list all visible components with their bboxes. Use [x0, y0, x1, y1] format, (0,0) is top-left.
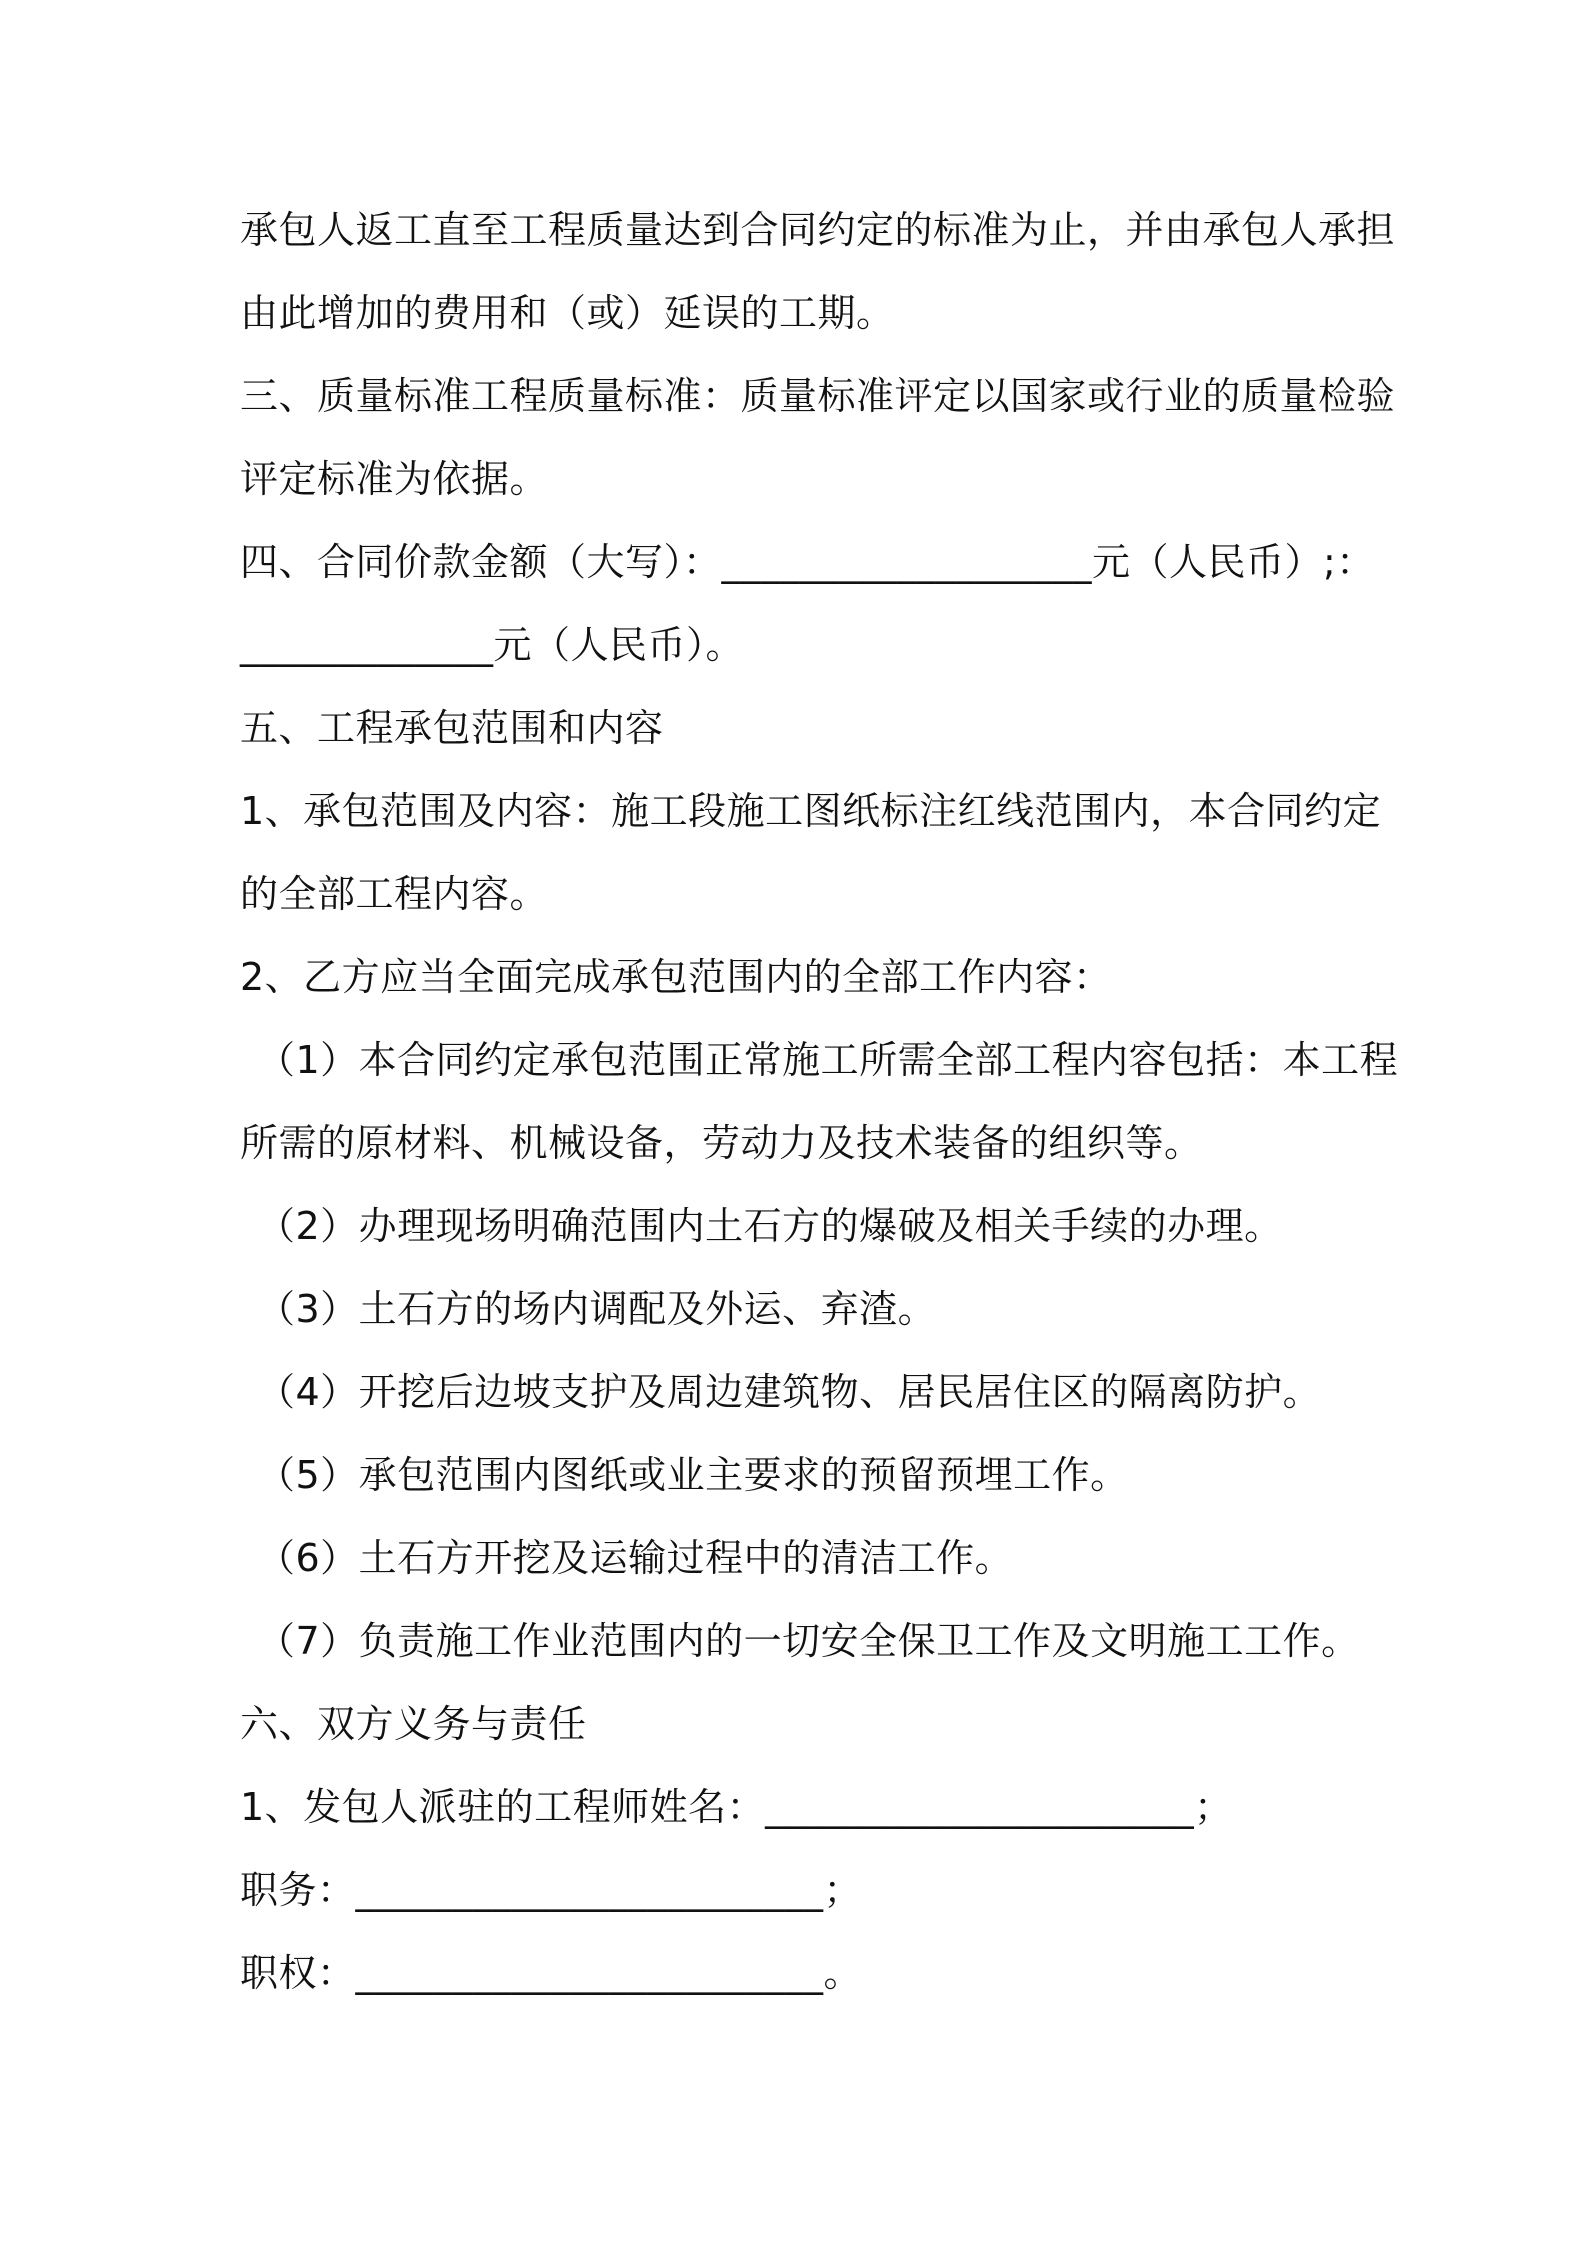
text-line: 的全部工程内容。: [240, 872, 549, 916]
text-line: _____________元（人民币）。: [240, 623, 745, 667]
text-line: 由此增加的费用和（或）延误的工期。: [240, 291, 895, 335]
text-line: 承包人返工直至工程质量达到合同约定的标准为止，并由承包人承担: [240, 208, 1396, 252]
sub-list-item: （4）开挖后边坡支护及周边建筑物、居民居住区的隔离防护。: [257, 1370, 1322, 1414]
section-heading-price: 四、合同价款金额（大写）：___________________元（人民币）;：: [240, 540, 1375, 584]
sub-list-item: （7）负责施工作业范围内的一切安全保卫工作及文明施工工作。: [257, 1619, 1360, 1663]
sub-list-item: （6）土石方开挖及运输过程中的清洁工作。: [257, 1536, 1014, 1580]
text-line: 评定标准为依据。: [240, 457, 549, 501]
sub-list-item: （5）承包范围内图纸或业主要求的预留预埋工作。: [257, 1453, 1129, 1497]
sub-list-item: （3）土石方的场内调配及外运、弃渣。: [257, 1287, 937, 1331]
sub-list-item: （2）办理现场明确范围内土石方的爆破及相关手续的办理。: [257, 1204, 1283, 1248]
text-line: 职务：________________________；: [240, 1868, 863, 1912]
text-line: 所需的原材料、机械设备，劳动力及技术装备的组织等。: [240, 1121, 1203, 1165]
section-heading-obligations: 六、双方义务与责任: [240, 1702, 587, 1746]
section-heading-scope: 五、工程承包范围和内容: [240, 706, 664, 750]
list-item: 1、发包人派驻的工程师姓名：______________________；: [240, 1785, 1233, 1829]
sub-list-item: （1）本合同约定承包范围正常施工所需全部工程内容包括：本工程: [257, 1038, 1399, 1082]
list-item: 1、承包范围及内容：施工段施工图纸标注红线范围内，本合同约定: [240, 789, 1382, 833]
text-line: 职权：________________________。: [240, 1951, 863, 1995]
section-heading-quality: 三、质量标准工程质量标准：质量标准评定以国家或行业的质量检验: [240, 374, 1396, 418]
list-item: 2、乙方应当全面完成承包范围内的全部工作内容：: [240, 955, 1112, 999]
